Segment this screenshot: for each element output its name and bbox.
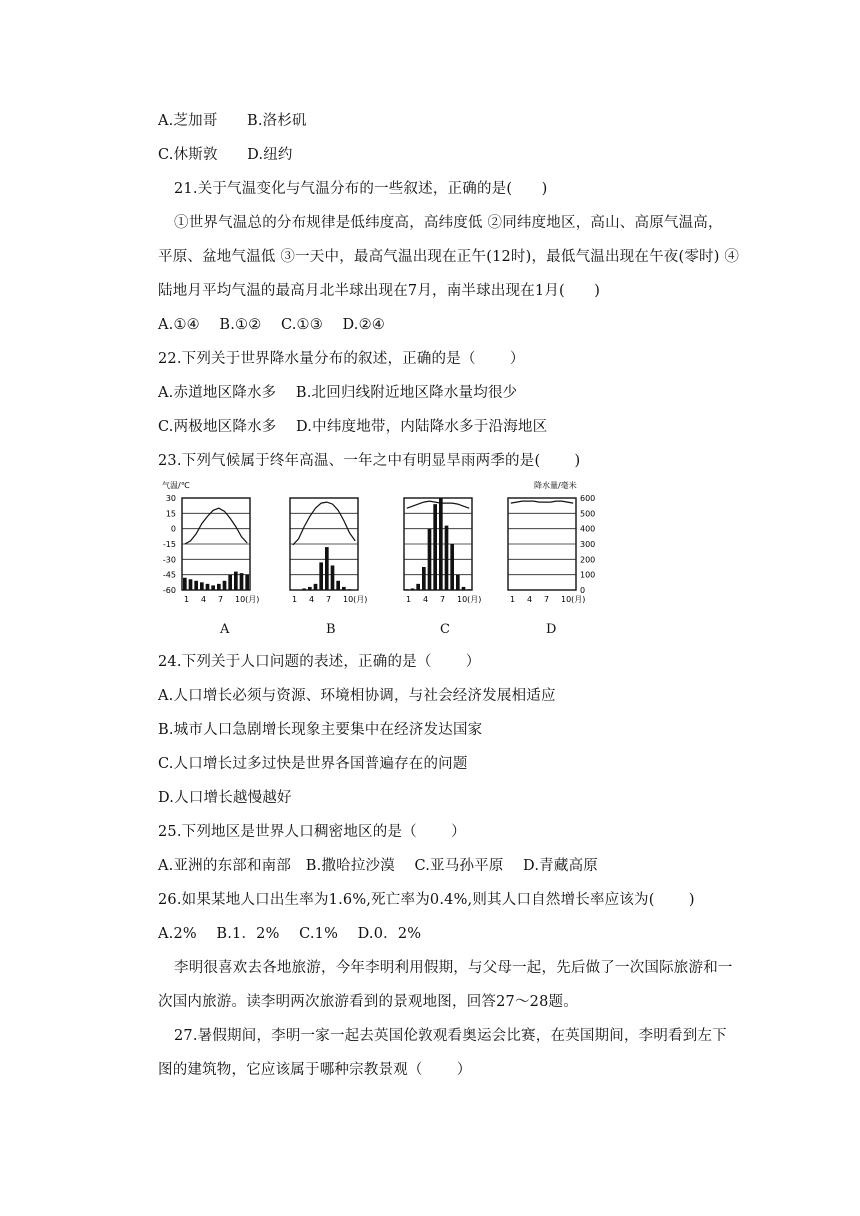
precip-bar bbox=[416, 584, 420, 590]
text-line: ①世界气温总的分布规律是低纬度高，高纬度低 ②同纬度地区，高山、高原气温高， bbox=[174, 215, 723, 231]
precip-bar bbox=[183, 578, 187, 590]
text-line: A.人口增长必须与资源、环境相协调，与社会经济发展相适应 bbox=[158, 688, 556, 704]
precip-bar bbox=[433, 504, 437, 590]
precip-bar bbox=[422, 567, 426, 590]
text-line: 陆地月平均气温的最高月北半球出现在7月，南半球出现在1月( ) bbox=[158, 283, 601, 299]
x-tick-label: 1 bbox=[184, 595, 190, 604]
text-line: 李明很喜欢去各地旅游，今年李明利用假期，与父母一起，先后做了一次国际旅游和一 bbox=[174, 960, 733, 976]
x-tick-label: 4 bbox=[201, 595, 207, 604]
precip-bar bbox=[245, 575, 249, 590]
precip-bar bbox=[308, 587, 312, 590]
precip-bar bbox=[336, 581, 340, 590]
x-tick-label: 10(月) bbox=[457, 595, 482, 604]
text-line: 25.下列地区是世界人口稠密地区的是（ ） bbox=[158, 824, 466, 840]
precip-bar bbox=[189, 579, 193, 590]
precip-bar bbox=[467, 589, 471, 590]
precip-bar bbox=[200, 582, 204, 590]
precip-bar bbox=[319, 562, 323, 590]
precip-bar bbox=[211, 585, 215, 590]
text-line: A.赤道地区降水多 B.北回归线附近地区降水量均很少 bbox=[158, 385, 518, 401]
text-line: A.2% B.1．2% C.1% D.0．2% bbox=[158, 926, 422, 942]
x-tick-label: 10(月) bbox=[561, 595, 586, 604]
chart-label-d: D bbox=[546, 622, 557, 637]
x-tick-label: 7 bbox=[440, 595, 446, 604]
precip-bar bbox=[342, 587, 346, 590]
text-line: A.芝加哥 B.洛杉矶 bbox=[158, 113, 307, 129]
text-line: 21.关于气温变化与气温分布的一些叙述，正确的是( ) bbox=[174, 181, 548, 197]
precip-bar bbox=[439, 498, 443, 590]
precip-bar bbox=[234, 572, 238, 590]
left-axis-label: 气温/℃ bbox=[162, 481, 190, 490]
x-tick-label: 4 bbox=[423, 595, 429, 604]
climate-charts bbox=[140, 478, 620, 610]
text-line: 平原、盆地气温低 ③一天中，最高气温出现在正午(12时)，最低气温出现在午夜(零时) ④ bbox=[158, 249, 740, 265]
text-line: 次国内旅游。读李明两次旅游看到的景观地图，回答27～28题。 bbox=[158, 994, 578, 1010]
chart-panel-d bbox=[508, 498, 585, 604]
precip-bar bbox=[445, 526, 449, 590]
temperature-curve bbox=[293, 502, 355, 545]
precip-bar bbox=[456, 575, 460, 590]
precip-bar bbox=[217, 584, 221, 590]
x-tick-label: 10(月) bbox=[235, 595, 260, 604]
chart-label-a: A bbox=[220, 622, 230, 637]
precip-bar bbox=[331, 565, 335, 590]
left-tick-label: 0 bbox=[170, 524, 176, 534]
right-tick-labels bbox=[580, 494, 595, 595]
chart-panels bbox=[182, 498, 585, 604]
text-line: 27.暑假期间，李明一家一起去英国伦敦观看奥运会比赛，在英国期间，李明看到左下 bbox=[174, 1028, 727, 1044]
right-axis-label: 降水量/毫米 bbox=[534, 481, 577, 490]
x-tick-label: 7 bbox=[218, 595, 224, 604]
precip-bar bbox=[348, 589, 352, 590]
right-tick-label: 300 bbox=[580, 540, 596, 549]
precip-bar bbox=[450, 544, 454, 590]
left-tick-label: 30 bbox=[165, 494, 176, 503]
left-tick-label: -45 bbox=[162, 570, 176, 580]
text-line: A.①④ B.①② C.①③ D.②④ bbox=[158, 317, 385, 333]
text-line: 24.下列关于人口问题的表述，正确的是（ ） bbox=[158, 654, 481, 670]
precip-bar bbox=[206, 584, 210, 590]
text-line: A.亚洲的东部和南部 B.撒哈拉沙漠 C.亚马孙平原 D.青藏高原 bbox=[158, 858, 598, 874]
text-line: C.休斯敦 D.纽约 bbox=[158, 147, 293, 163]
x-tick-label: 10(月) bbox=[343, 595, 368, 604]
x-tick-label: 1 bbox=[406, 595, 412, 604]
precip-bar bbox=[325, 547, 329, 590]
left-tick-label: -15 bbox=[162, 540, 176, 549]
left-tick-label: -60 bbox=[162, 586, 176, 595]
text-line: 26.如果某地人口出生率为1.6%,死亡率为0.4%,则其人口自然增长率应该为( ) bbox=[158, 892, 695, 908]
x-tick-label: 1 bbox=[292, 595, 298, 604]
precip-bar bbox=[302, 588, 306, 590]
right-tick-label: 400 bbox=[580, 524, 596, 534]
precip-bar bbox=[194, 581, 198, 590]
x-tick-label: 1 bbox=[510, 595, 516, 604]
chart-panel-c bbox=[404, 498, 481, 604]
temperature-curve bbox=[407, 501, 469, 508]
precip-bar bbox=[228, 575, 232, 590]
chart-label-b: B bbox=[326, 622, 336, 637]
right-tick-label: 600 bbox=[580, 494, 596, 503]
left-tick-labels bbox=[163, 494, 176, 595]
x-tick-label: 4 bbox=[309, 595, 315, 604]
precip-bar bbox=[223, 581, 227, 590]
x-tick-label: 4 bbox=[527, 595, 533, 604]
text-line: C.人口增长过多过快是世界各国普遍存在的问题 bbox=[158, 756, 468, 772]
right-tick-label: 0 bbox=[580, 586, 586, 595]
temperature-curve bbox=[511, 501, 573, 503]
precip-bar bbox=[428, 529, 432, 590]
text-line: B.城市人口急剧增长现象主要集中在经济发达国家 bbox=[158, 722, 483, 738]
text-line: 23.下列气候属于终年高温、一年之中有明显旱雨两季的是( ) bbox=[158, 453, 581, 469]
text-line: 图的建筑物，它应该属于哪种宗教景观（ ） bbox=[158, 1062, 472, 1078]
right-tick-label: 500 bbox=[580, 509, 596, 519]
precip-bar bbox=[411, 588, 415, 590]
left-tick-label: 15 bbox=[165, 509, 176, 519]
precip-bar bbox=[314, 584, 318, 590]
chart-panel-a bbox=[182, 498, 259, 604]
text-line: C.两极地区降水多 D.中纬度地带，内陆降水多于沿海地区 bbox=[158, 419, 548, 435]
right-tick-label: 100 bbox=[580, 570, 596, 580]
precip-bar bbox=[405, 589, 409, 590]
chart-label-c: C bbox=[440, 622, 450, 637]
x-tick-label: 7 bbox=[544, 595, 550, 604]
text-line: 22.下列关于世界降水量分布的叙述，正确的是（ ） bbox=[158, 351, 525, 367]
left-tick-label: -30 bbox=[162, 555, 176, 565]
text-line: D.人口增长越慢越好 bbox=[158, 790, 292, 806]
right-tick-label: 200 bbox=[580, 555, 596, 565]
x-tick-label: 7 bbox=[326, 595, 332, 604]
precip-bar bbox=[240, 573, 244, 590]
precip-bar bbox=[462, 587, 466, 590]
chart-panel-b bbox=[290, 498, 367, 604]
